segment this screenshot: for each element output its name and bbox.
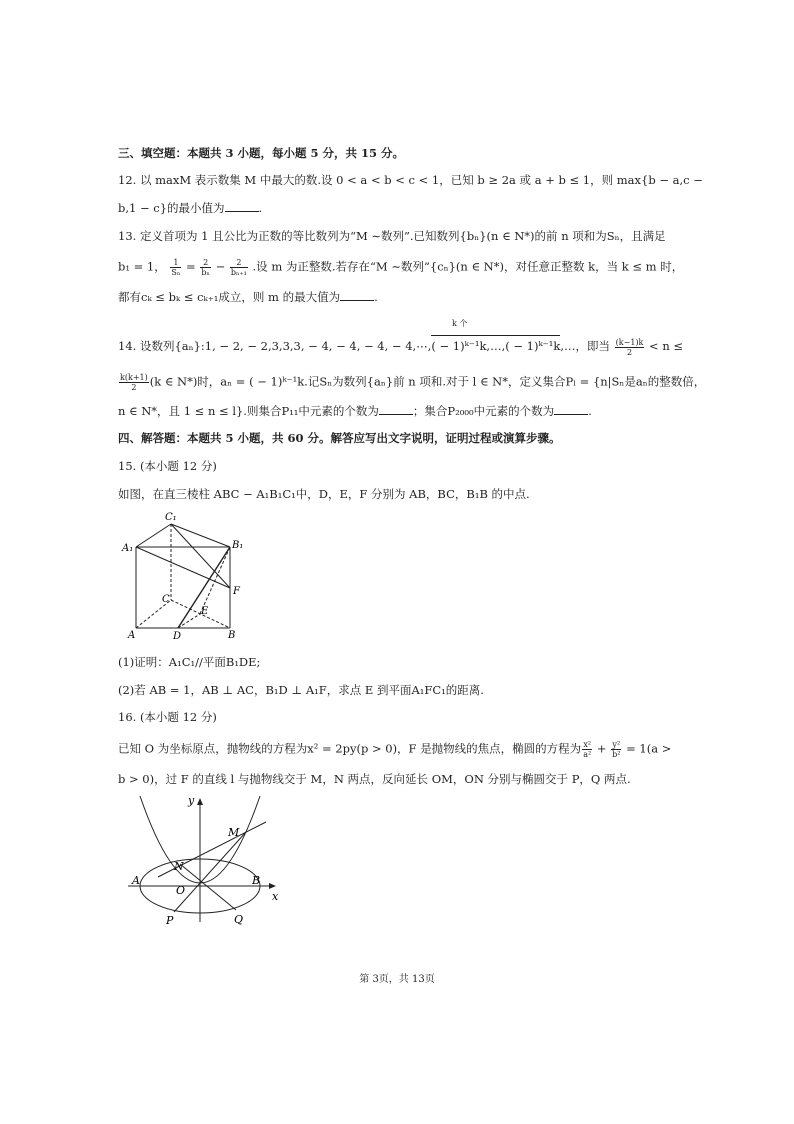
label-c: C [162, 594, 170, 605]
overbrace-content: ( − 1)ᵏ⁻¹k,…,( − 1)ᵏ⁻¹k [431, 339, 561, 353]
frac-den: Sₙ [171, 268, 181, 277]
q14-line-3 [118, 403, 592, 419]
label-a: A [132, 874, 140, 887]
frac-num: 2 [230, 258, 248, 268]
label-y: y [188, 794, 195, 807]
label-x: x [272, 890, 279, 903]
q14-line-1a: 14. 设数列{aₙ}:1, − 2, − 2,3,3,3, − 4, − 4, − 4, − 4,⋯, [118, 339, 432, 353]
minus-sign: − [215, 259, 229, 274]
q15-title: 15. (本小题 12 分) [118, 459, 217, 473]
label-o: O [176, 884, 186, 897]
line-pm [174, 832, 246, 912]
frac-den: a² [583, 750, 592, 759]
frac-num: x² [583, 740, 592, 749]
segment-d-e-hidden [178, 614, 200, 628]
q13-line-2-rest: .设 m 为正整数.若存在“M ∼数列”{cₙ}(n ∈ N*)，对任意正整数 k，当 k ≤ m 时， [252, 259, 684, 274]
frac-den: bₙ [201, 268, 210, 277]
q12-line-2 [118, 200, 262, 216]
segment-a1-f [136, 547, 230, 588]
q15-stem: 如图，在直三棱柱 ABC − A₁B₁C₁中，D，E，F 分别为 AB，BC，B₁B 的中点. [118, 487, 530, 501]
q13-line-3 [118, 289, 378, 305]
q16-line-2: b > 0)，过 F 的直线 l 与抛物线交于 M，N 两点，反向延长 OM，ON 分别与椭圆交于 P，Q 两点. [118, 772, 631, 786]
label-b1: B₁ [232, 540, 244, 551]
fraction-2-over-bn [200, 258, 211, 277]
frac-den: bₙ₊₁ [230, 268, 247, 277]
q14-end: . [588, 404, 592, 418]
overbrace-group [431, 335, 560, 354]
q15-part-1: (1)证明：A₁C₁//平面B₁DE; [118, 655, 261, 669]
fraction-x2-over-a2 [582, 740, 592, 759]
label-n: N [174, 860, 184, 873]
q14-line-3a: n ∈ N*，且 1 ≤ n ≤ l}.则集合P₁₁中元素的个数为 [118, 404, 379, 418]
fraction-k-minus-1-k-over-2 [615, 338, 645, 357]
label-a1: A₁ [122, 543, 134, 554]
label-c1: C₁ [165, 512, 177, 523]
q14-line-2 [118, 373, 705, 392]
q13-line-2 [118, 258, 683, 277]
label-b: B [252, 874, 261, 887]
label-p: P [166, 914, 174, 927]
y-axis-arrow [197, 798, 203, 805]
frac-den: 2 [131, 383, 137, 392]
page-footer: 第 3页，共 13页 [359, 974, 435, 985]
section-heading-answer: 四、解答题：本题共 5 小题，共 60 分。解答应写出文字说明，证明过程或演算步骤。 [118, 431, 561, 445]
frac-den: b² [612, 750, 621, 759]
q15-part-2: (2)若 AB = 1，AB ⊥ AC，B₁D ⊥ A₁F，求点 E 到平面A₁FC₁的距离. [118, 683, 484, 697]
x-axis-arrow [269, 883, 276, 889]
fraction-y2-over-b2 [611, 740, 621, 759]
section-heading-fill-in: 三、填空题：本题共 3 小题，每小题 5 分，共 15 分。 [118, 146, 405, 160]
equals-sign: = [186, 259, 200, 274]
edge-a1-c1 [136, 524, 171, 547]
q14-line-1b: ,…，即当 [560, 339, 610, 353]
frac-num: k(k+1) [120, 373, 148, 382]
answer-blank [379, 403, 413, 415]
segment-c1-f [171, 524, 230, 588]
q16-line-1 [118, 740, 671, 759]
frac-num: 1 [170, 258, 181, 268]
line-nq [180, 864, 236, 910]
answer-blank [554, 403, 588, 415]
q12-line-1: 12. 以 maxM 表示数集 M 中最大的数.设 0 < a < b < c < 1，已知 b ≥ 2a 或 a + b ≤ 1，则 max{b − a,c − [118, 173, 703, 187]
label-d: D [173, 631, 182, 642]
label-f: F [233, 586, 240, 597]
frac-num: y² [612, 740, 621, 749]
label-a: A [128, 630, 136, 641]
q13-line-3-text: 都有cₖ ≤ bₖ ≤ cₖ₊₁成立，则 m 的最大值为 [118, 290, 341, 304]
segment-e-b1-hidden [200, 547, 230, 614]
label-b: B [228, 630, 236, 641]
frac-num: (k−1)k [615, 337, 644, 347]
answer-blank [225, 200, 259, 212]
q13-line-1: 13. 定义首项为 1 且公比为正数的等比数列为“M ∼数列”.已知数列{bₙ}(n ∈ N*)的前 n 项和为Sₙ，且满足 [118, 229, 666, 243]
plus-sign: + [593, 741, 611, 756]
label-e: E [201, 606, 209, 617]
q16-line-1a: 已知 O 为坐标原点，抛物线的方程为x² = 2py(p > 0)，F 是抛物线的焦点，椭圆的方程为 [118, 741, 582, 756]
k-count-label: k 个 [452, 319, 468, 328]
q16-line-1b: = 1(a > [622, 741, 672, 756]
edge-c1-b1 [171, 524, 230, 547]
fraction-1-over-sn [170, 258, 181, 277]
q13-b1: b₁ = 1， [118, 259, 166, 274]
q14-line-2-text: (k ∈ N*)时，aₙ = ( − 1)ᵏ⁻¹k.记Sₙ为数列{aₙ}前 n 项和.对于 l ∈ N*，定义集合Pₗ = {n|Sₙ是aₙ的整数倍， [149, 374, 706, 389]
q14-line-1c: < n ≤ [645, 339, 684, 353]
q16-title: 16. (本小题 12 分) [118, 710, 217, 724]
q12-line-2-text: b,1 − c}的最小值为 [118, 201, 225, 215]
fraction-k-k-plus-1-over-2 [119, 373, 149, 392]
label-m: M [228, 826, 240, 839]
prism-figure [118, 508, 258, 643]
q14-line-1 [118, 335, 683, 357]
q12-end: . [258, 201, 263, 215]
frac-num: 2 [200, 258, 211, 268]
frac-den: 2 [626, 347, 633, 357]
answer-blank [340, 289, 374, 301]
label-q: Q [234, 913, 244, 926]
q14-line-3b: ；集合P₂₀₀₀中元素的个数为 [412, 404, 555, 418]
parabola-ellipse-figure [118, 792, 288, 927]
fraction-2-over-bn1 [230, 258, 248, 277]
q13-end: . [374, 290, 378, 304]
